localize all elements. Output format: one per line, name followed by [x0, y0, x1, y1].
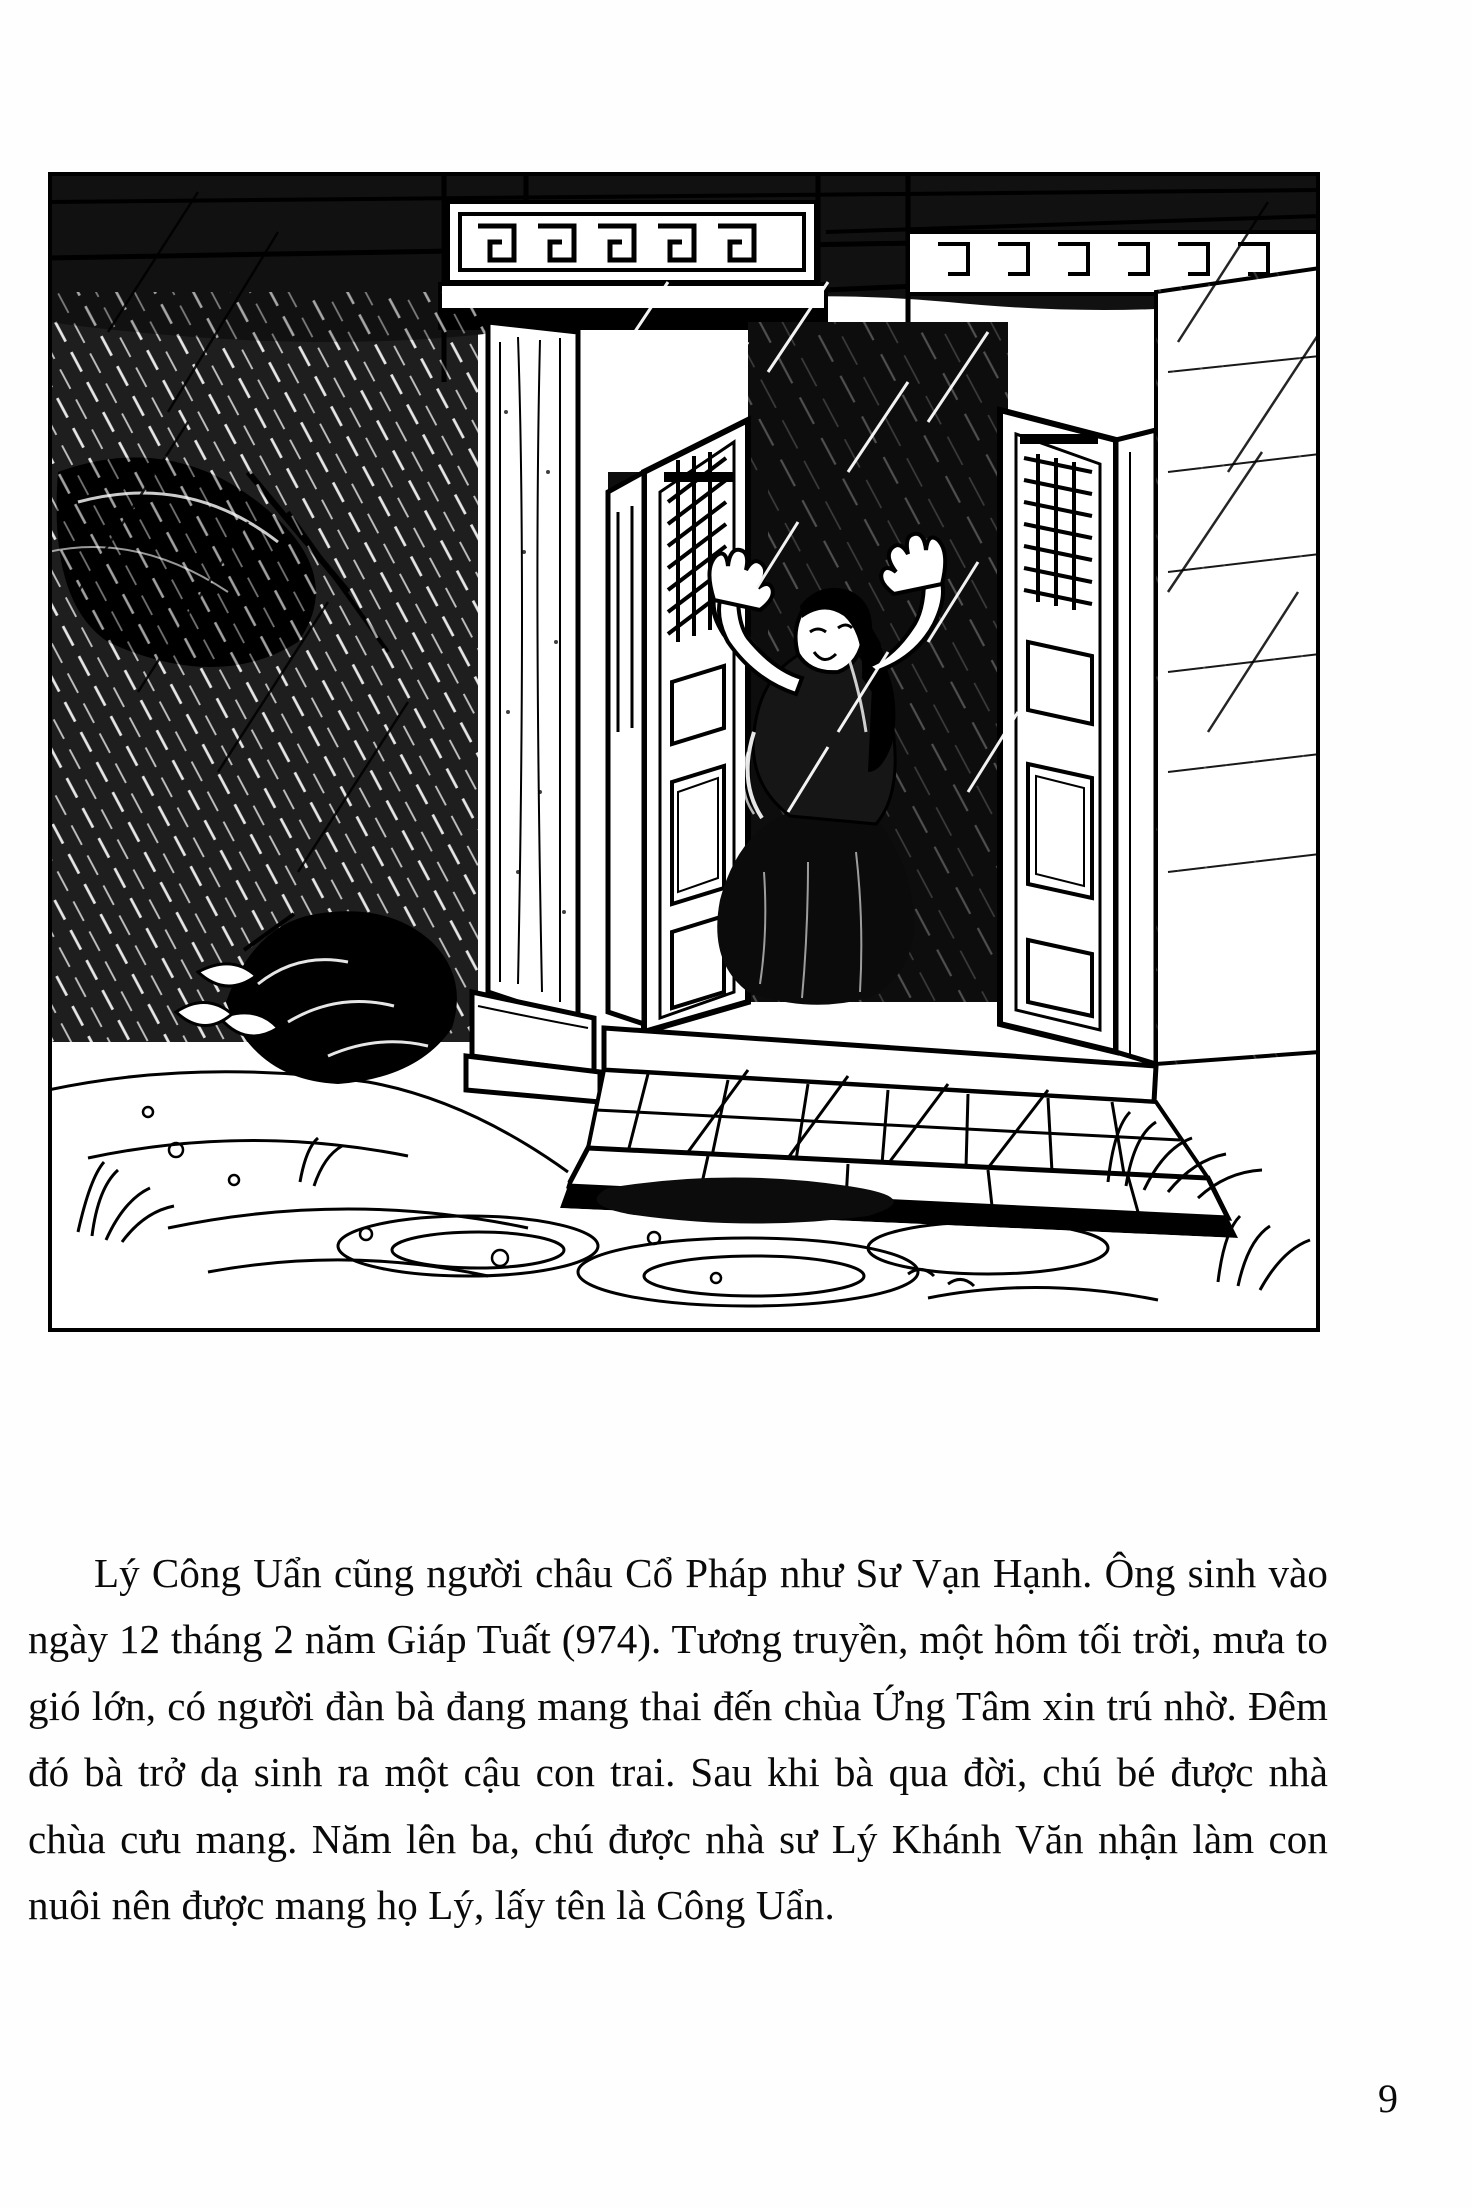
body-paragraph: Lý Công Uẩn cũng người châu Cổ Pháp như Sư Vạn Hạnh. Ông sinh vào ngày 12 tháng 2 năm Giáp Tuất (974). Tương truyền, một hôm tối trời, mưa to gió lớn, có người đàn bà đang mang thai đến chùa Ứng Tâm xin trú nhờ. Đêm đó bà trở dạ sinh ra một cậu con trai. Sau khi bà qua đời, chú bé được nhà chùa cưu mang. Năm lên ba, chú được nhà sư Lý Khánh Văn nhận làm con nuôi nên được mang họ Lý, lấy tên là Công Uẩn. [28, 1550, 1328, 1929]
door-panel-inner-left [608, 472, 644, 1024]
door-panel-right [1000, 410, 1116, 1052]
illustration-figure [48, 172, 1320, 1332]
wall-right [1156, 268, 1320, 1068]
page-body-text [28, 1540, 1328, 1938]
door-frame-right [1116, 430, 1156, 1064]
illustration-scene [48, 172, 1320, 1332]
page-number: 9 [1378, 2076, 1398, 2121]
illustration-artwork [48, 172, 1320, 1332]
stone-column [466, 322, 600, 1102]
